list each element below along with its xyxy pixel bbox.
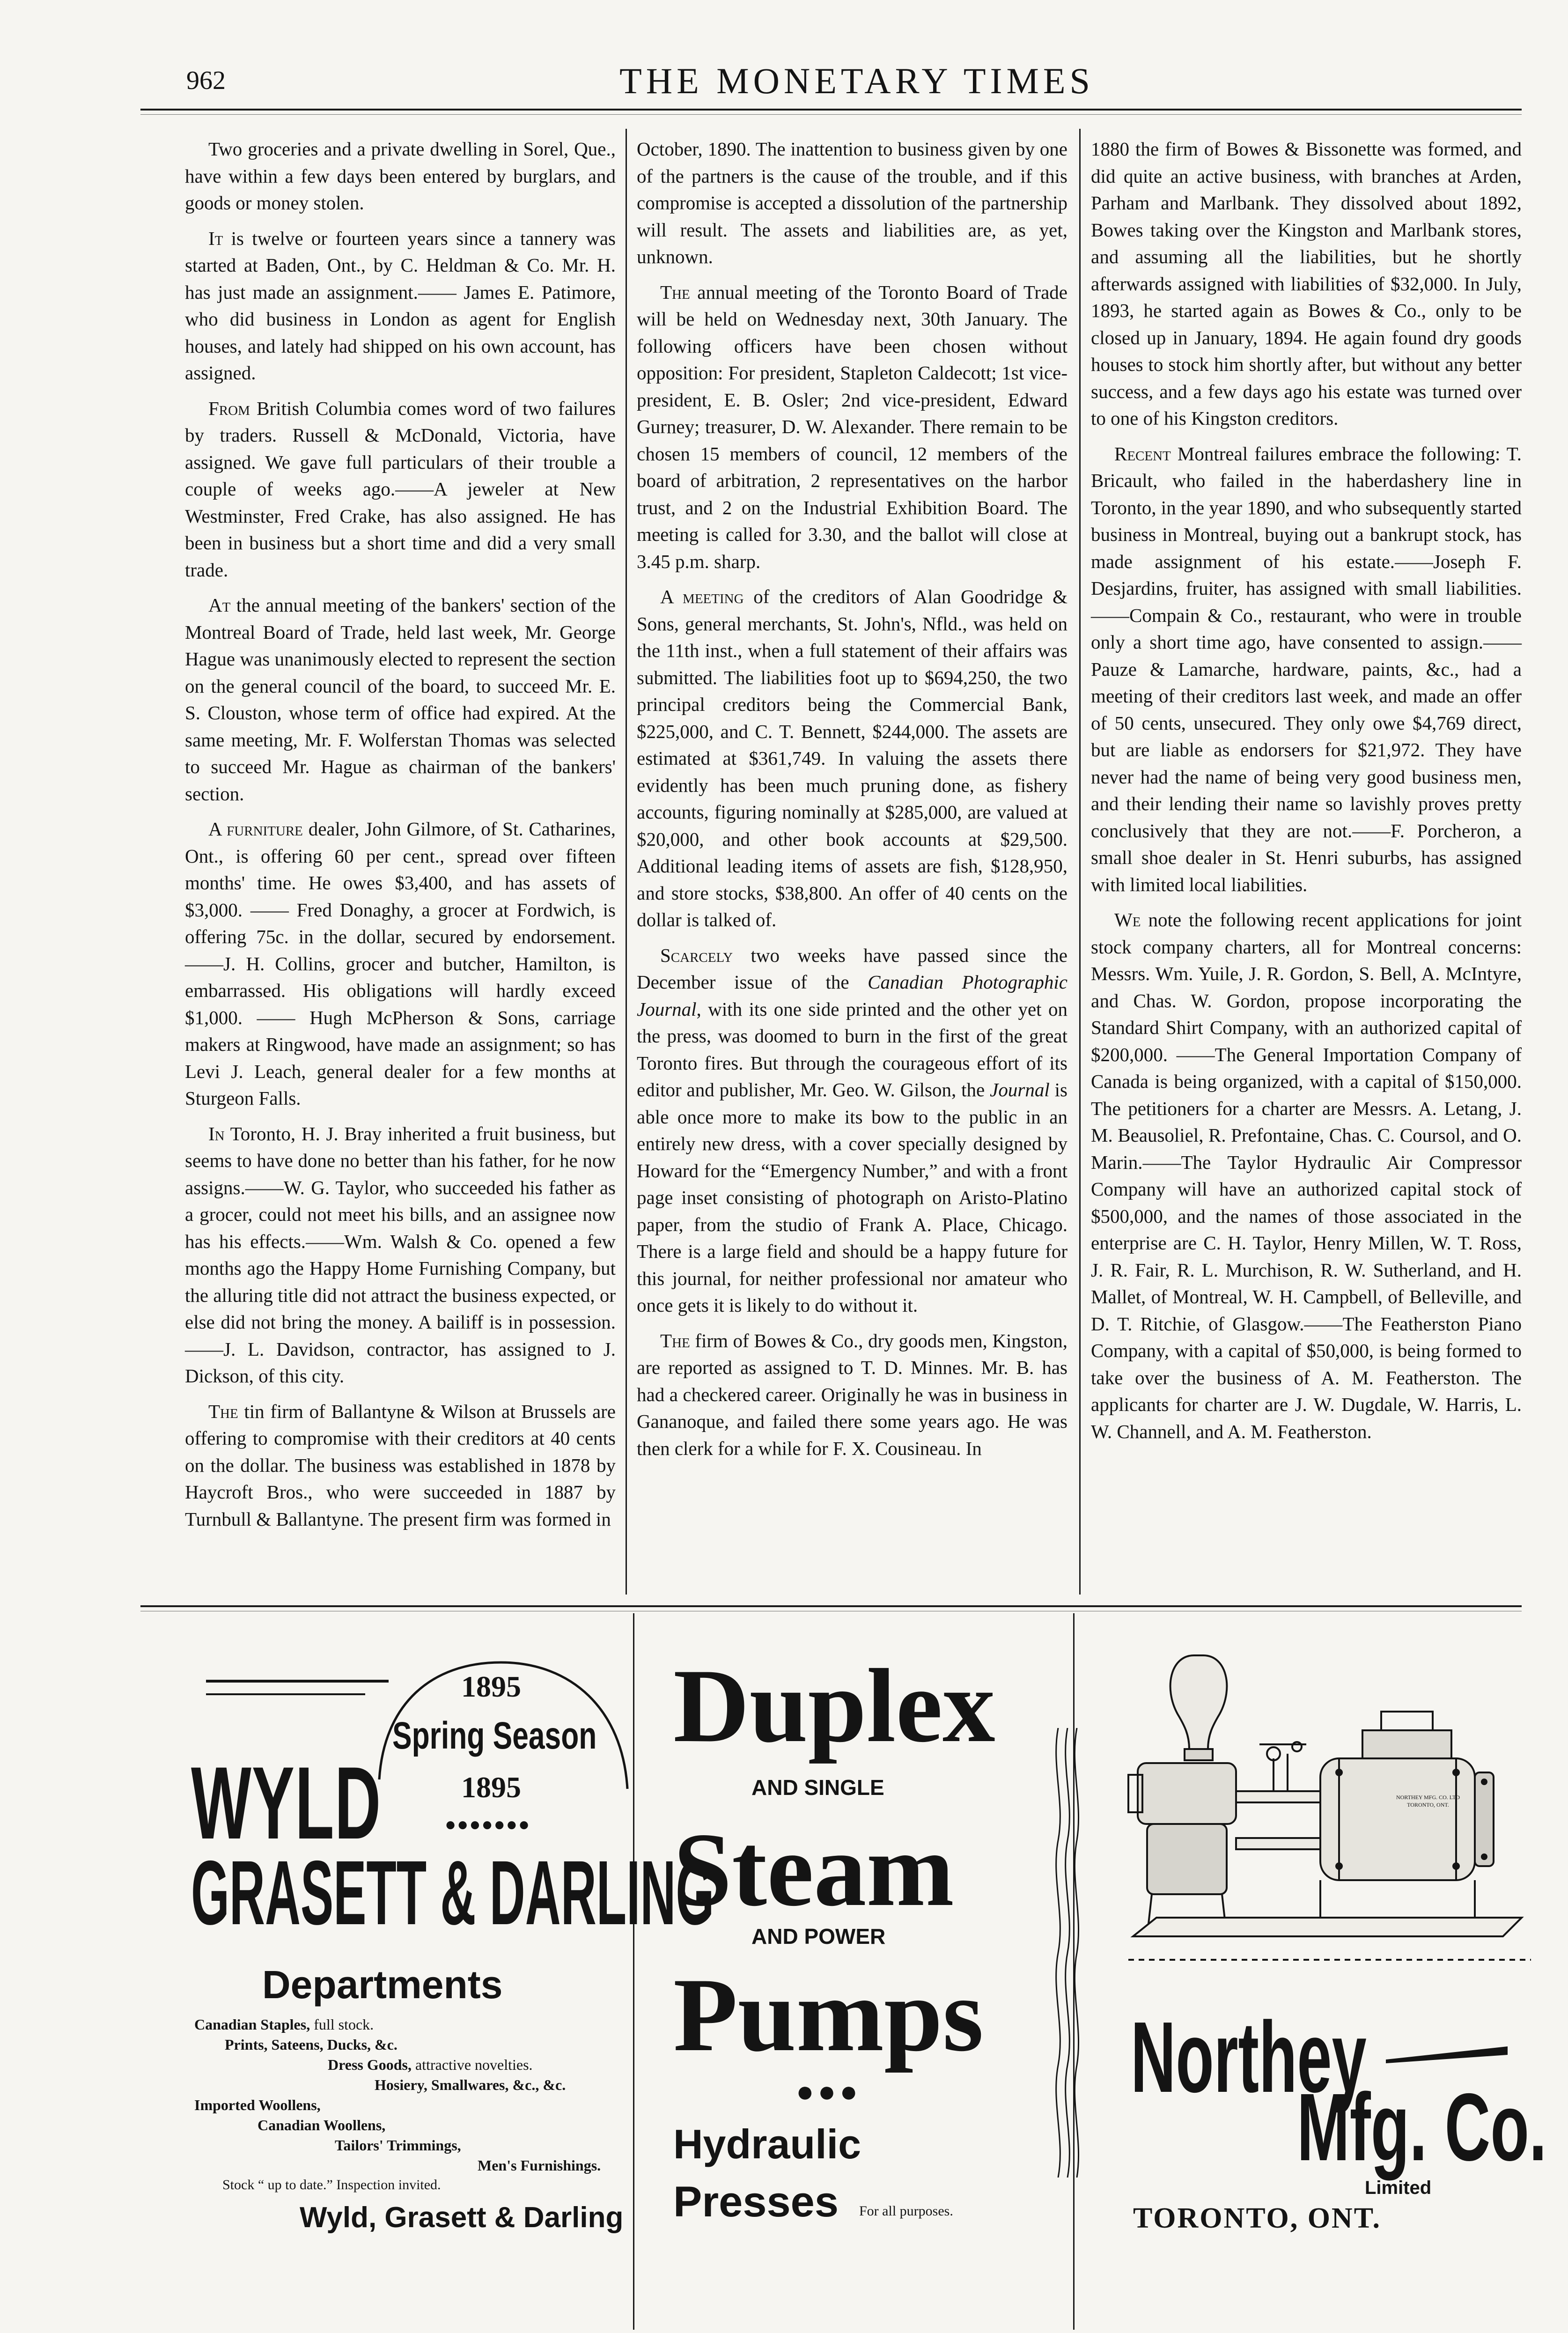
dept-dress-goods: Dress Goods, attractive novelties. <box>328 2056 533 2073</box>
year-bottom: 1895 <box>461 1771 521 1804</box>
article-ballantyne-continued: October, 1890. The inattention to business given by one of the partners is the cause of the trouble, and if this compromise is accepted a dissolution of the partnership will result. The assets and liabilities are, as yet, unknown. <box>637 138 1067 267</box>
article-toronto-assignments: In Toronto, H. J. Bray inherited a fruit business, but seems to have done no better than his father, for he now assigns.——W. G. Taylor, who succeeded his father as a grocer, could not meet his bills, and an assignee now has his effects.——Wm. Walsh & Co. opened a few months ago the Happy Home Furnishing Company, but the alluring title did not attract the business expected, or else did not bring the money. A bailiff is in possession.——J. L. Davidson, contractor, has assigned to J. Dickson, of this city. <box>185 1122 616 1387</box>
column-divider-1 <box>626 129 627 1595</box>
mfg-co-wordmark: Mfg. Co. <box>1297 2074 1547 2181</box>
wyld-signature: Wyld, Grasett & Darling <box>300 2201 624 2234</box>
and-power: AND POWER <box>751 1924 886 1949</box>
article-bankers-section: At the annual meeting of the bankers' section of the Montreal Board of Trade, held last week, Mr. George Hague was unanimously elected to represent the section on the general council of the board, to succeed Mr. E. S. Clouston, whose term of office had expired. At the same meeting, Mr. F. Wolferstan Thomas was selected to succeed Mr. Hague as chairman of the bankers' section. <box>185 594 616 805</box>
hydraulic-word: Hydraulic <box>673 2121 861 2167</box>
grasett-darling-wordmark: GRASETT & DARLING <box>191 1842 714 1944</box>
dept-prints: Prints, Sateens, Ducks, &c. <box>225 2036 398 2053</box>
dept-canadian-staples: Canadian Staples, full stock. <box>194 2016 374 2033</box>
northey-wordmark: Northey <box>1131 2001 1367 2113</box>
dept-hosiery: Hosiery, Smallwares, &c., &c. <box>375 2076 566 2093</box>
article-goodridge-creditors: A meeting of the creditors of Alan Goodridge & Sons, general merchants, St. John's, Nfld., was held on the 11th inst., when a full statement of their affairs was submitted. The liabilities foot up to $694,250, the two principal creditors being the Commercial Bank, $225,000, and C. T. Bennett, $244,000. The assets are estimated at $361,749. In valuing the assets there evidently has been much pruning done, as fishery accounts, figuring nominally at $285,000, are valued at $20,000, and other book accounts at $29,500. Additional leading items of assets are fish, $128,950, and store stocks, $38,800. An offer of 40 cents on the dollar is talked of. <box>637 586 1067 930</box>
departments-heading: Departments <box>262 1963 503 2007</box>
wedge-ornament <box>1386 2042 1508 2070</box>
masthead-title: THE MONETARY TIMES <box>619 60 1094 101</box>
ads-top-rule <box>140 1605 1522 1607</box>
header-rule <box>140 109 1522 111</box>
dept-tailors-trimmings: Tailors' Trimmings, <box>335 2137 461 2154</box>
article-bowes-co: The firm of Bowes & Co., dry goods men, Kingston, are reported as assigned to T. D. Minnes. Mr. B. has had a checkered career. Originally he was in business in Gananoque, and failed there some years ago. He was then clerk for a while for F. X. Cousineau. In <box>637 1329 1067 1459</box>
article-sorel-burglary: Two groceries and a private dwelling in Sorel, Que., have within a few days been entered by burglars, and goods or money stolen. <box>185 138 616 214</box>
dept-canadian-woollens: Canadian Woollens, <box>258 2117 386 2134</box>
spring-season-title: Spring Season <box>392 1714 597 1757</box>
article-baden-tannery: It is twelve or fourteen years since a tannery was started at Baden, Ont., by C. Heldman & Co. Mr. H. has just made an assignment.—— James E. Patimore, who did business in London as agent for English houses, and lately had shipped on his own account, has assigned. <box>185 227 616 384</box>
page-number: 962 <box>186 66 226 95</box>
article-british-columbia-failures: From British Columbia comes word of two failures by traders. Russell & McDonald, Victoria, have assigned. We gave full particulars of their trouble a couple of weeks ago.——A jeweler at New Westminster, Fred Crake, has also assigned. He has been in business but a short time and did a very small trade. <box>185 397 616 581</box>
header-rule-thin <box>140 114 1522 115</box>
article-furniture-dealer: A furniture dealer, John Gilmore, of St. Catharines, Ont., is offering 60 per cent., spread over fifteen months' time. He owes $3,400, and has assets of $3,000. —— Fred Donaghy, a grocer at Fordwich, is offering 75c. in the dollar, secured by endorsement.——J. H. Collins, grocer and butcher, Hamilton, is embarrassed. His obligations will hardly exceed $1,000. —— Hugh McPherson & Sons, carriage makers at Ringwood, have made an assignment; so has Levi J. Leach, general dealer for a few months at Sturgeon Falls. <box>185 818 616 1109</box>
article-toronto-board-of-trade: The annual meeting of the Toronto Board of Trade will be held on Wednesday next, 30th January. The following officers have been chosen without opposition: For president, Stapleton Caldecott; 1st vice-president, E. B. Osler; 2nd vice-president, Edward Gurney; treasurer, D. W. Alexander. There remain to be chosen 15 members of council, 12 members of the board of arbitration, 2 representatives on the harbor trust, and 2 on the Industrial Exhibition Board. The meeting is called for 3.30, and the ballot will close at 3.45 p.m. sharp. <box>637 281 1067 572</box>
article-montreal-failures: Recent Montreal failures embrace the following: T. Bricault, who failed in the haberdashery line in Toronto, in the year 1890, and who subsequently started business in Montreal, buying out a bankrupt stock, has made assignment of his estate.——Joseph F. Desjardins, fruiter, has assigned with small liabilities.——Compain & Co., restaurant, who were in trouble only a short time ago, have consented to assign.——Pauze & Lamarche, hardware, paints, &c., had a meeting of their creditors last week, and made an offer of 50 cents, unsecured. They only owe $4,769 direct, but are liable as endorsers for $21,972. They have never had the name of being very good business men, and their lending their name so lavishly proves pretty conclusively that they are not.——F. Porcheron, a small shoe dealer in St. Henri suburbs, has assigned with limited local liabilities. <box>1091 443 1522 895</box>
article-column-1 <box>185 136 616 1541</box>
dot-ornament: ●●●●●●● <box>445 1814 531 1835</box>
dot-ornament: ●●● <box>796 2075 861 2108</box>
article-joint-stock-charters: We note the following recent applications for joint stock company charters, all for Montreal concerns: Messrs. Wm. Yuile, J. R. Gordon, S. Bell, A. McIntyre, and Chas. W. Gordon, propose incorporating the Standard Shirt Company, with an authorized capital of $200,000. ——The General Importation Company of Canada is being organized, with a capital of $150,000. The petitioners for a charter are Messrs. A. Letang, J. M. Beausoliel, R. Prefontaine, Chas. C. Coursol, and O. Marin.——The Taylor Hydraulic Air Compressor Company will have an authorized capital stock of $500,000, and the names of those associated in the enterprise are C. H. Taylor, Henry Millen, W. T. Ross, J. R. Fair, R. L. Murchison, R. W. Sutherland, and H. Mallet, of Montreal, W. H. Campbell, of Belleville, and D. T. Ritchie, of Glasgow.——The Featherston Piano Company, with a capital of $50,000, is being formed to take over the business of A. M. Featherston. The applicants for charter are J. W. Dugdale, W. Harris, L. W. Channell, and A. M. Featherston. <box>1091 909 1522 1442</box>
pump-nameplate: NORTHEY MFG. CO. LTD TORONTO, ONT. <box>1396 1794 1460 1808</box>
wavy-line-ornament <box>1051 1728 1084 2178</box>
column-divider-2 <box>1079 129 1081 1595</box>
year-top: 1895 <box>461 1670 521 1703</box>
article-bowes-continued: 1880 the firm of Bowes & Bissonette was formed, and did quite an active business, with branches at Arden, Parham and Marlbank. They dissolved about 1892, Bowes taking over the Kingston and Marlbank stores, and assuming all the liabilities, but he shortly afterwards assigned with liabilities of $32,000. In July, 1893, he started again as Bowes & Co., only to be closed up in January, 1894. He again found dry goods houses to stock him shortly after, but without any better success, and a few days ago his estate was turned over to one of his Kingston creditors. <box>1091 138 1522 429</box>
steam-word: Steam <box>673 1811 954 1928</box>
article-column-2 <box>637 136 1067 1470</box>
inspection-invited: Stock “ up to date.” Inspection invited. <box>222 2177 441 2193</box>
pumps-word: Pumps <box>673 1956 984 2073</box>
article-photographic-journal: Scarcely two weeks have passed since the December issue of the Canadian Photographic Journal, with its one side printed and the other yet on the press, was doomed to burn in the first of the great Toronto fires. But through the courageous effort of its editor and publisher, Mr. Geo. W. Gilson, the Journal is able once more to make its bow to the public in an entirely new dress, with a cover specially designed by Howard for the “Emergency Number,” and with a front page inset consisting of photograph on Aristo-Platino paper, from the studio of Frank A. Place, Chicago. There is a large field and should be a happy future for this journal, for neither professional nor amateur who once gets it is likely to do without it. <box>637 944 1068 1316</box>
and-single: AND SINGLE <box>751 1775 884 1800</box>
article-column-3 <box>1091 136 1522 1454</box>
for-all-purposes: For all purposes. <box>859 2203 953 2219</box>
toronto-ont: TORONTO, ONT. <box>1133 2202 1381 2234</box>
dept-imported-woollens: Imported Woollens, <box>194 2097 321 2113</box>
presses-word: Presses <box>673 2178 839 2226</box>
duplex-word: Duplex <box>673 1647 995 1764</box>
wyld-wordmark: WYLD <box>191 1745 382 1860</box>
dept-mens-furnishings: Men's Furnishings. <box>478 2157 601 2174</box>
steam-pump-engraving <box>1119 1637 1540 1974</box>
article-ballantyne-wilson: The tin firm of Ballantyne & Wilson at Brussels are offering to compromise with their creditors at 40 cents on the dollar. The business was established in 1878 by Haycroft Bros., who were succeeded in 1887 by Turnbull & Ballantyne. The present firm was formed in <box>185 1400 616 1530</box>
limited-label: Limited <box>1365 2178 1432 2198</box>
